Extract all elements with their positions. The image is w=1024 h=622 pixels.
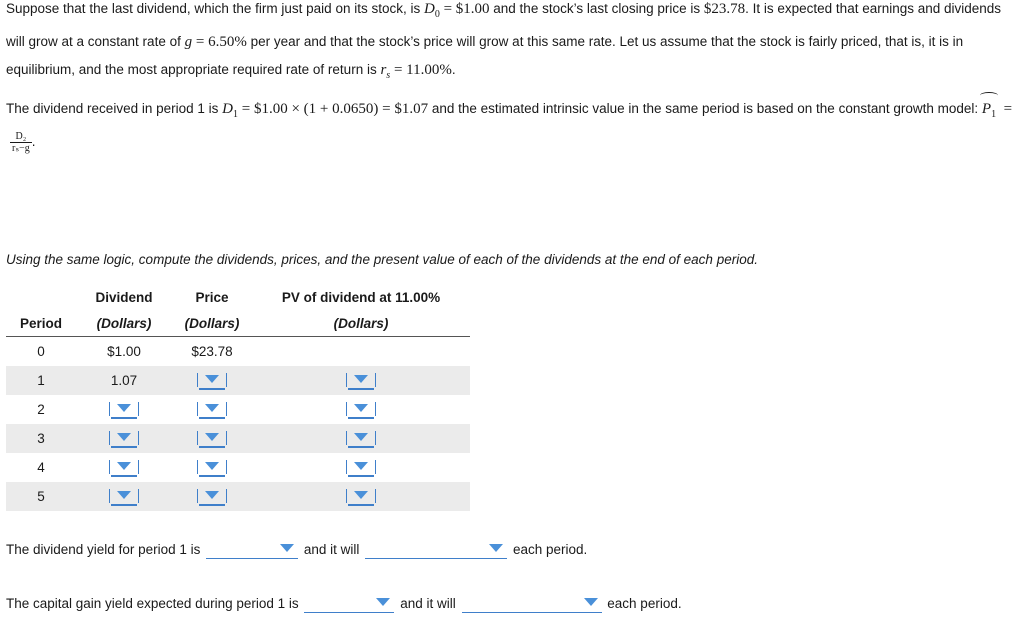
chevron-down-icon [354, 491, 368, 499]
chevron-down-icon [117, 462, 131, 470]
price-dropdown[interactable] [199, 459, 225, 477]
dividend-value: $1.00 [107, 344, 141, 359]
problem-statement: Suppose that the last dividend, which the firm just paid on its stock, is $D_0$ = $1.00 and the stock’s last closing price is $23.78. It is expected that earnings and dividends will grow at a constant rate of g = 6.50% per year and that the stock’s price will grow at this same rate. Let us assume that the stock is fairly priced, that is, it is in equilibrium, and the most appropriate required rate of return is $r_s = 11.00\%$. [6, 1, 1002, 81]
period-cell: 5 [37, 489, 45, 504]
price-value: $23.78 [191, 344, 233, 359]
chevron-down-icon [117, 491, 131, 499]
pv-dropdown[interactable] [348, 459, 374, 477]
capital-gain-yield-trend-dropdown[interactable] [462, 596, 602, 613]
chevron-down-icon [117, 404, 131, 412]
header-dividend: Dividend [95, 289, 153, 305]
chevron-down-icon [376, 598, 390, 606]
period-cell: 3 [37, 431, 45, 446]
dividend-dropdown[interactable] [111, 459, 137, 477]
header-period: Period [6, 310, 76, 337]
chevron-down-icon [354, 433, 368, 441]
growth-rate: g = 6.50% [184, 34, 247, 50]
table-row [6, 337, 470, 367]
constant-growth-fraction: $\frac{\text{D₂}}{\text{rₛ−g}}$ [12, 130, 30, 154]
chevron-down-icon [354, 462, 368, 470]
dividend-dropdown[interactable] [111, 488, 137, 506]
instruction-text: Using the same logic, compute the dividends, prices, and the present value of each of the dividends at the end of each period. [6, 252, 758, 267]
table-row [6, 453, 470, 482]
chevron-down-icon [354, 404, 368, 412]
chevron-down-icon [584, 598, 598, 606]
dividend-table [6, 284, 470, 511]
header-price-unit: (Dollars) [172, 310, 252, 337]
pv-dropdown[interactable] [348, 401, 374, 419]
pv-dropdown[interactable] [348, 430, 374, 448]
chevron-down-icon [205, 375, 219, 383]
header-pv: PV of dividend at 11.00% [281, 289, 441, 305]
capital-gain-yield-dropdown[interactable] [304, 596, 394, 613]
chevron-down-icon [280, 544, 294, 552]
closing-price: $23.78 [703, 1, 746, 17]
dividend-yield-dropdown[interactable] [206, 542, 298, 559]
price-dropdown[interactable] [199, 401, 225, 419]
period-cell: 1 [37, 373, 45, 388]
dividend-yield-sentence: The dividend yield for period 1 is and it will each period. [6, 542, 588, 558]
growth-explanation: The dividend received in period 1 is $D_1$ = $1.00 × (1 + 0.0650) = $1.07 and the estimated intrinsic value in the same period is based on the constant growth model: $P_1$ = $\frac{\text{D₂}}{\text{rₛ−g}}$ . [6, 95, 1021, 155]
period-cell: 0 [37, 344, 45, 359]
dividend-dropdown[interactable] [111, 430, 137, 448]
chevron-down-icon [489, 544, 503, 552]
period-cell: 4 [37, 460, 45, 475]
chevron-down-icon [205, 404, 219, 412]
chevron-down-icon [117, 433, 131, 441]
table-row [6, 424, 470, 453]
d1-formula: $D_1$ = $1.00 × (1 + 0.0650) = $1.07 [222, 101, 429, 120]
p1-hat-symbol: $P_1$ = [982, 101, 1012, 117]
pv-dropdown[interactable] [348, 488, 374, 506]
chevron-down-icon [205, 433, 219, 441]
table-row [6, 482, 470, 511]
table-row [6, 395, 470, 424]
chevron-down-icon [205, 491, 219, 499]
price-dropdown[interactable] [199, 430, 225, 448]
header-dividend-unit: (Dollars) [76, 310, 172, 337]
required-return: $r_s = 11.00\%$ [380, 62, 452, 81]
dividend-dropdown[interactable] [111, 401, 137, 419]
chevron-down-icon [205, 462, 219, 470]
header-pv-unit: (Dollars) [252, 310, 470, 337]
d0-symbol: $D_0$ = $1.00 [423, 1, 490, 20]
header-price: Price [195, 289, 229, 305]
period-cell: 2 [37, 402, 45, 417]
dividend-value: 1.07 [110, 373, 138, 388]
price-dropdown[interactable] [199, 488, 225, 506]
dividend-yield-trend-dropdown[interactable] [365, 542, 507, 559]
price-dropdown[interactable] [199, 372, 225, 390]
table-row [6, 366, 470, 395]
capital-gain-yield-sentence: The capital gain yield expected during period 1 is and it will each period. [6, 596, 682, 612]
pv-dropdown[interactable] [348, 372, 374, 390]
chevron-down-icon [354, 375, 368, 383]
